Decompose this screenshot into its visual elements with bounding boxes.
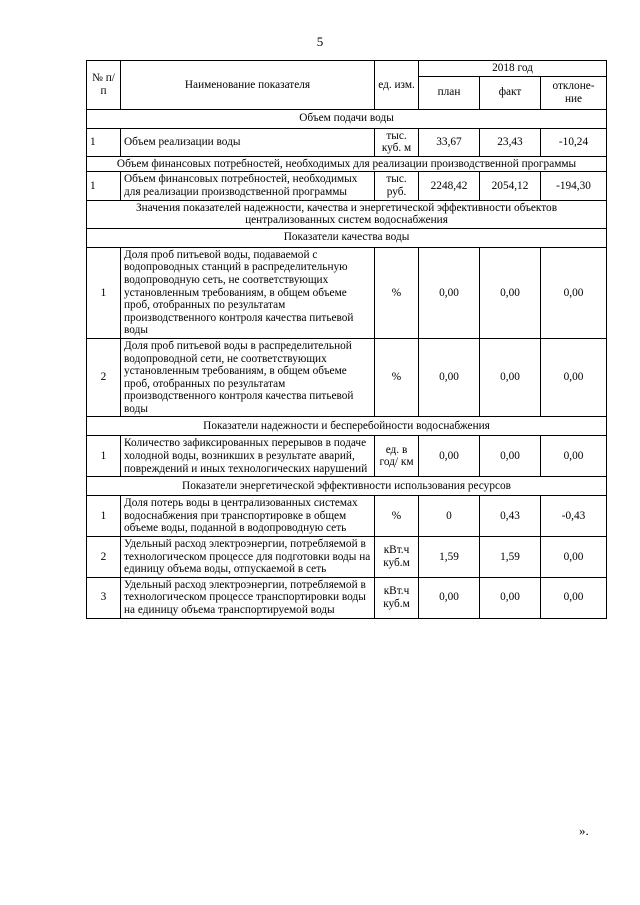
row-name: Количество зафиксированных перерывов в подаче холодной воды, возникших в результате аварий, повреждений и иных технологических нарушений bbox=[121, 436, 375, 477]
row-unit: % bbox=[375, 496, 419, 537]
table-row bbox=[87, 338, 607, 417]
row-plan: 2248,42 bbox=[419, 172, 480, 200]
row-unit: кВт.ч куб.м bbox=[375, 537, 419, 578]
row-number: 1 bbox=[87, 247, 121, 338]
row-fact: 0,00 bbox=[480, 338, 541, 417]
table-row bbox=[87, 436, 607, 477]
row-deviation: -10,24 bbox=[541, 128, 607, 156]
row-plan: 0,00 bbox=[419, 247, 480, 338]
header-name: Наименование показателя bbox=[121, 61, 375, 110]
section-title: Значения показателей надежности, качества и энергетической эффективности объектов централизованных систем водоснабжения bbox=[87, 200, 607, 228]
row-fact: 0,00 bbox=[480, 577, 541, 618]
table-row bbox=[87, 128, 607, 156]
table-row bbox=[87, 247, 607, 338]
row-deviation: 0,00 bbox=[541, 577, 607, 618]
section-header bbox=[87, 417, 607, 436]
row-fact: 1,59 bbox=[480, 537, 541, 578]
row-unit: кВт.ч куб.м bbox=[375, 577, 419, 618]
header-num: № п/п bbox=[87, 61, 121, 110]
row-number: 1 bbox=[87, 496, 121, 537]
section-title: Показатели надежности и бесперебойности водоснабжения bbox=[87, 417, 607, 436]
row-number: 3 bbox=[87, 577, 121, 618]
row-plan: 0,00 bbox=[419, 338, 480, 417]
row-plan: 0,00 bbox=[419, 577, 480, 618]
row-plan: 1,59 bbox=[419, 537, 480, 578]
row-unit: ед. в год/ км bbox=[375, 436, 419, 477]
row-unit: тыс. руб. bbox=[375, 172, 419, 200]
row-fact: 2054,12 bbox=[480, 172, 541, 200]
row-deviation: 0,00 bbox=[541, 338, 607, 417]
header-deviation: отклоне-ние bbox=[541, 76, 607, 109]
closing-quote: ». bbox=[579, 823, 589, 838]
row-number: 1 bbox=[87, 172, 121, 200]
header-year: 2018 год bbox=[419, 61, 607, 77]
row-name: Доля проб питьевой воды, подаваемой с водопроводных станций в распределительную водопроводную сеть, не соответствующих установленным требованиям, в общем объеме проб, отобранных по результатам производственного контроля качества питьевой воды bbox=[121, 247, 375, 338]
table-row bbox=[87, 496, 607, 537]
row-plan: 0,00 bbox=[419, 436, 480, 477]
row-fact: 0,43 bbox=[480, 496, 541, 537]
section-title: Объем подачи воды bbox=[87, 109, 607, 128]
section-header bbox=[87, 200, 607, 228]
table-row bbox=[87, 172, 607, 200]
section-title: Показатели энергетической эффективности использования ресурсов bbox=[87, 477, 607, 496]
row-number: 2 bbox=[87, 338, 121, 417]
row-number: 1 bbox=[87, 128, 121, 156]
row-name: Удельный расход электроэнергии, потребляемой в технологическом процессе транспортировки воды на единицу объема транспортируемой воды bbox=[121, 577, 375, 618]
section-header bbox=[87, 109, 607, 128]
row-deviation: 0,00 bbox=[541, 436, 607, 477]
row-number: 2 bbox=[87, 537, 121, 578]
header-plan: план bbox=[419, 76, 480, 109]
section-header bbox=[87, 228, 607, 247]
row-name: Объем финансовых потребностей, необходимых для реализации производственной программы bbox=[121, 172, 375, 200]
section-header bbox=[87, 477, 607, 496]
row-name: Доля потерь воды в централизованных системах водоснабжения при транспортировке в общем объеме воды, поданной в водопроводную сеть bbox=[121, 496, 375, 537]
row-unit: тыс. куб. м bbox=[375, 128, 419, 156]
row-number: 1 bbox=[87, 436, 121, 477]
section-title: Объем финансовых потребностей, необходимых для реализации производственной программы bbox=[87, 156, 607, 172]
section-header bbox=[87, 156, 607, 172]
row-fact: 23,43 bbox=[480, 128, 541, 156]
row-plan: 0 bbox=[419, 496, 480, 537]
row-deviation: -194,30 bbox=[541, 172, 607, 200]
row-name: Объем реализации воды bbox=[121, 128, 375, 156]
row-fact: 0,00 bbox=[480, 436, 541, 477]
row-plan: 33,67 bbox=[419, 128, 480, 156]
header-unit: ед. изм. bbox=[375, 61, 419, 110]
page-number: 5 bbox=[316, 34, 324, 49]
row-deviation: 0,00 bbox=[541, 247, 607, 338]
row-deviation: 0,00 bbox=[541, 537, 607, 578]
section-title: Показатели качества воды bbox=[87, 228, 607, 247]
row-fact: 0,00 bbox=[480, 247, 541, 338]
row-unit: % bbox=[375, 247, 419, 338]
row-deviation: -0,43 bbox=[541, 496, 607, 537]
table-row bbox=[87, 537, 607, 578]
table-row bbox=[87, 577, 607, 618]
header-fact: факт bbox=[480, 76, 541, 109]
indicators-table bbox=[86, 60, 607, 619]
row-unit: % bbox=[375, 338, 419, 417]
row-name: Удельный расход электроэнергии, потребляемой в технологическом процессе для подготовки воды на единицу объема воды, отпускаемой в сеть bbox=[121, 537, 375, 578]
row-name: Доля проб питьевой воды в распределительной водопроводной сети, не соответствующих установленным требованиям, в общем объеме проб, отобранных по результатам производственного контроля качества питьевой воды bbox=[121, 338, 375, 417]
